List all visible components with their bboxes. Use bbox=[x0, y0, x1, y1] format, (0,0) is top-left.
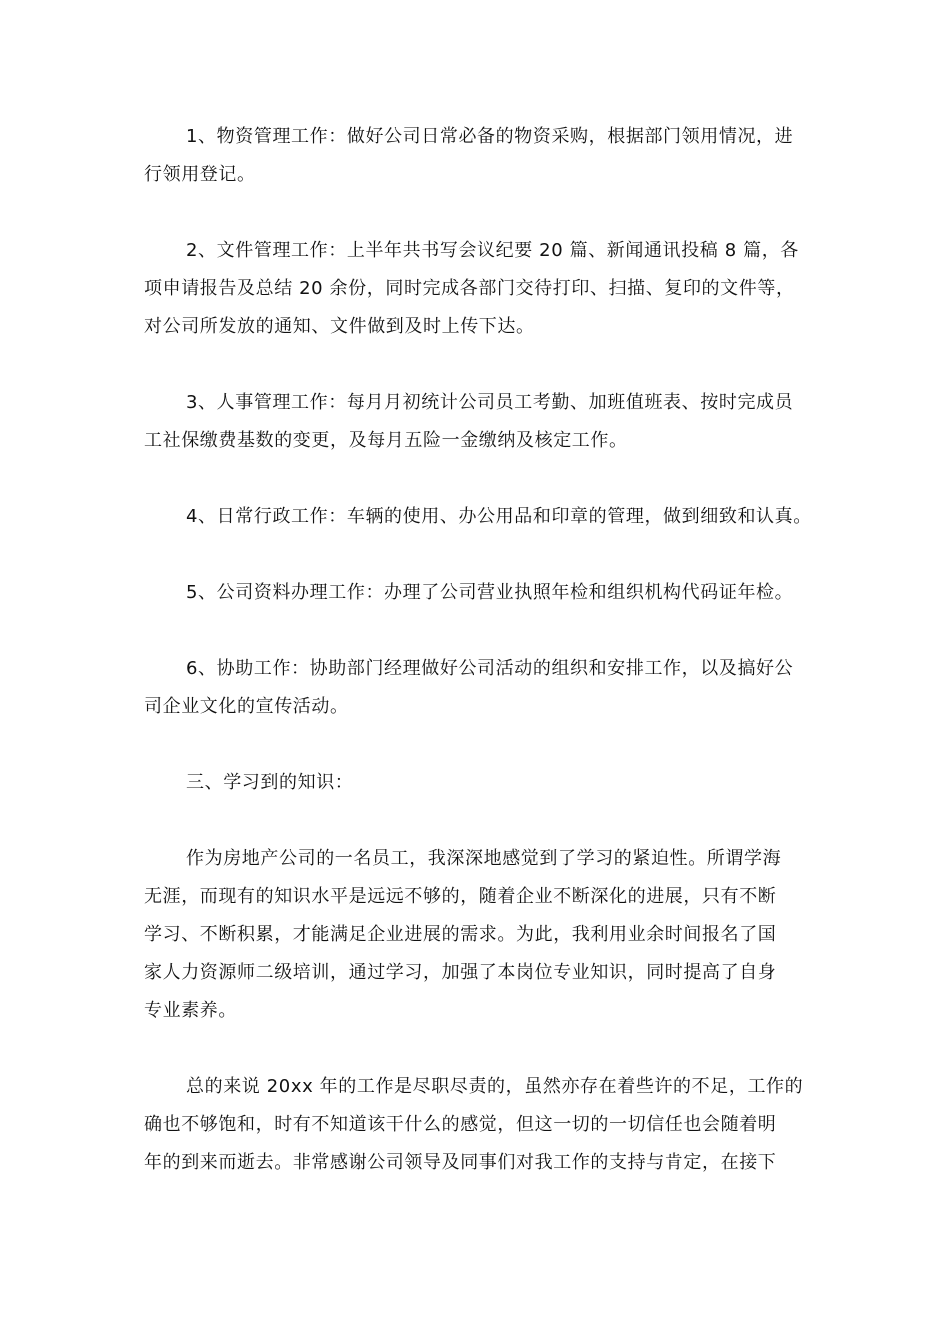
text-line: 6、协助工作：协助部门经理做好公司活动的组织和安排工作，以及搞好公 bbox=[186, 658, 794, 679]
text-line: 项申请报告及总结 20 余份，同时完成各部门交待打印、扫描、复印的文件等， bbox=[144, 278, 795, 299]
text-line: 行领用登记。 bbox=[144, 164, 256, 185]
paragraph-learning bbox=[144, 840, 812, 1030]
text-line: 5、公司资料办理工作：办理了公司营业执照年检和组织机构代码证年检。 bbox=[186, 582, 794, 603]
section-heading-text: 三、学习到的知识： bbox=[186, 772, 354, 793]
text-line: 学习、不断积累，才能满足企业进展的需求。为此，我利用业余时间报名了国 bbox=[144, 924, 777, 945]
text-line: 工社保缴费基数的变更，及每月五险一金缴纳及核定工作。 bbox=[144, 430, 628, 451]
text-line: 司企业文化的宣传活动。 bbox=[144, 696, 349, 717]
text-line: 作为房地产公司的一名员工，我深深地感觉到了学习的紧迫性。所谓学海 bbox=[186, 848, 782, 869]
text-line: 对公司所发放的通知、文件做到及时上传下达。 bbox=[144, 316, 535, 337]
paragraph-item-4 bbox=[144, 498, 812, 536]
section-heading bbox=[144, 764, 812, 802]
text-line: 1、物资管理工作：做好公司日常必备的物资采购，根据部门领用情况，进 bbox=[186, 126, 794, 147]
text-line: 2、文件管理工作：上半年共书写会议纪要 20 篇、新闻通讯投稿 8 篇，各 bbox=[186, 240, 799, 261]
text-line: 家人力资源师二级培训，通过学习，加强了本岗位专业知识，同时提高了自身 bbox=[144, 962, 777, 983]
text-line: 无涯，而现有的知识水平是远远不够的，随着企业不断深化的进展，只有不断 bbox=[144, 886, 777, 907]
paragraph-item-2 bbox=[144, 232, 812, 346]
text-line: 专业素养。 bbox=[144, 1000, 237, 1021]
paragraph-item-3 bbox=[144, 384, 812, 460]
text-line: 总的来说 20xx 年的工作是尽职尽责的，虽然亦存在着些许的不足，工作的 bbox=[186, 1076, 804, 1097]
text-line: 4、日常行政工作：车辆的使用、办公用品和印章的管理，做到细致和认真。 bbox=[186, 506, 812, 527]
paragraph-item-1 bbox=[144, 118, 812, 194]
paragraph-item-6 bbox=[144, 650, 812, 726]
text-line: 3、人事管理工作：每月月初统计公司员工考勤、加班值班表、按时完成员 bbox=[186, 392, 794, 413]
text-line: 确也不够饱和，时有不知道该干什么的感觉，但这一切的一切信任也会随着明 bbox=[144, 1114, 777, 1135]
text-line: 年的到来而逝去。非常感谢公司领导及同事们对我工作的支持与肯定，在接下 bbox=[144, 1152, 777, 1173]
document-body bbox=[144, 118, 812, 1220]
paragraph-summary bbox=[144, 1068, 812, 1182]
paragraph-item-5 bbox=[144, 574, 812, 612]
